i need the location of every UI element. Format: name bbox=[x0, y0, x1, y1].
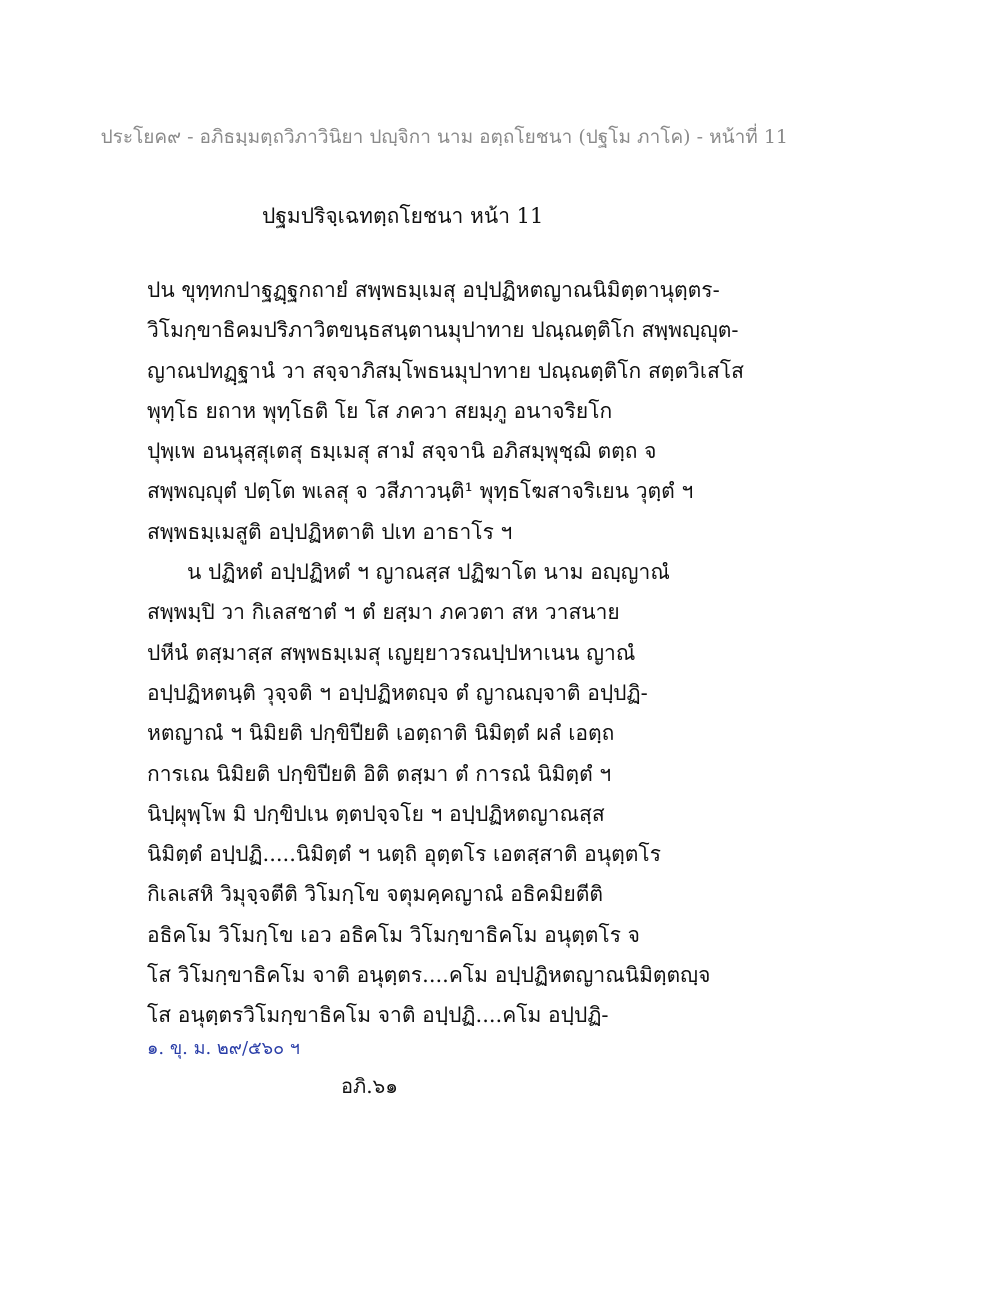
text-line: อธิคโม วิโมกฺโข เอว อธิคโม วิโมกฺขาธิคโม อนุตฺตโร จ bbox=[147, 922, 640, 947]
body-text bbox=[147, 270, 767, 1036]
text-line: อปฺปฏิหตนฺติ วุจฺจติ ฯ อปฺปฏิหตญฺจ ตํ ญาณญฺจาติ อปฺปฏิ- bbox=[147, 680, 648, 705]
running-header: ประโยค๙ - อภิธมฺมตฺถวิภาวินิยา ปญฺจิกา นาม อตฺถโยชนา (ปฐโม ภาโค) - หน้าที่ 11 bbox=[100, 126, 788, 148]
text-line: การเณ นิมิยติ ปกฺขิปียติ อิติ ตสฺมา ตํ การณํ นิมิตฺตํ ฯ bbox=[147, 761, 612, 786]
paragraph-start-line: น ปฏิหตํ อปฺปฏิหตํ ฯ ญาณสฺส ปฏิฆาโต นาม อญฺญาณํ bbox=[187, 560, 670, 585]
text-line: วิโมกฺขาธิคมปริภาวิตขนฺธสนฺตานมุปาทาย ปณฺณตฺติโก สพฺพญฺญุต- bbox=[147, 318, 739, 343]
text-line: โส อนุตฺตรวิโมกฺขาธิคโม จาติ อปฺปฏิ....คโม อปฺปฏิ- bbox=[147, 1003, 609, 1028]
footnote: ๑. ขุ. ม. ๒๙/๕๖๐ ฯ bbox=[147, 1038, 300, 1059]
text-line: โส วิโมกฺขาธิคโม จาติ อนุตฺตร....คโม อปฺปฏิหตญาณนิมิตฺตญฺจ bbox=[147, 963, 711, 988]
text-line: ปน ขุทฺทกปาฐฏฺฐกถายํ สพฺพธมฺเมสุ อปฺปฏิหตญาณนิมิตฺตานุตฺตร- bbox=[147, 278, 720, 302]
text-line: หตญาณํ ฯ นิมิยติ ปกฺขิปียติ เอตฺถาติ นิมิตฺตํ ผลํ เอตฺถ bbox=[147, 721, 615, 746]
text-line: นิปฺผุพฺโพ มิ ปกฺขิปเน ตฺตปจฺจโย ฯ อปฺปฏิหตญาณสฺส bbox=[147, 801, 605, 826]
text-line: ญาณปทฏฺฐานํ วา สจฺจาภิสมฺโพธนมุปาทาย ปณฺณตฺติโก สตฺตวิเสโส bbox=[147, 358, 744, 383]
text-line: กิเลเสหิ วิมุจฺจตีติ วิโมกฺโข จตุมคฺคญาณํ อธิคมิยตีติ bbox=[147, 882, 604, 907]
text-line: ปุพฺเพ อนนุสฺสุเตสุ ธมฺเมสุ สามํ สจฺจานิ อภิสมฺพุชฺฌิ ตตฺถ จ bbox=[147, 439, 657, 464]
section-title: ปฐมปริจฺเฉทตฺถโยชนา หน้า 11 bbox=[262, 204, 544, 228]
text-line: พุทฺโธ ยถาห พุทฺโธติ โย โส ภควา สยมฺภู อนาจริยโก bbox=[147, 398, 613, 423]
text-line: นิมิตฺตํ อปฺปฏิ.....นิมิตฺตํ ฯ นตฺถิ อุตฺตโร เอตสฺสาติ อนุตฺตโร bbox=[147, 842, 661, 867]
text-line: สพฺพธมฺเมสูติ อปฺปฏิหตาติ ปเท อาธาโร ฯ bbox=[147, 519, 513, 544]
text-line: ปหีนํ ตสฺมาสฺส สพฺพธมฺเมสุ เญยฺยาวรณปฺปหาเนน ญาณํ bbox=[147, 640, 636, 665]
text-line: สพฺพมฺปิ วา กิเลสชาตํ ฯ ตํ ยสฺมา ภควตา สห วาสนาย bbox=[147, 600, 620, 625]
page-reference: อภิ.๖๑ bbox=[341, 1074, 398, 1098]
text-line: สพฺพญฺญุตํ ปตฺโต พเลสุ จ วสีภาวนฺติ¹ พุทฺธโฆสาจริเยน วุตฺตํ ฯ bbox=[147, 479, 694, 504]
